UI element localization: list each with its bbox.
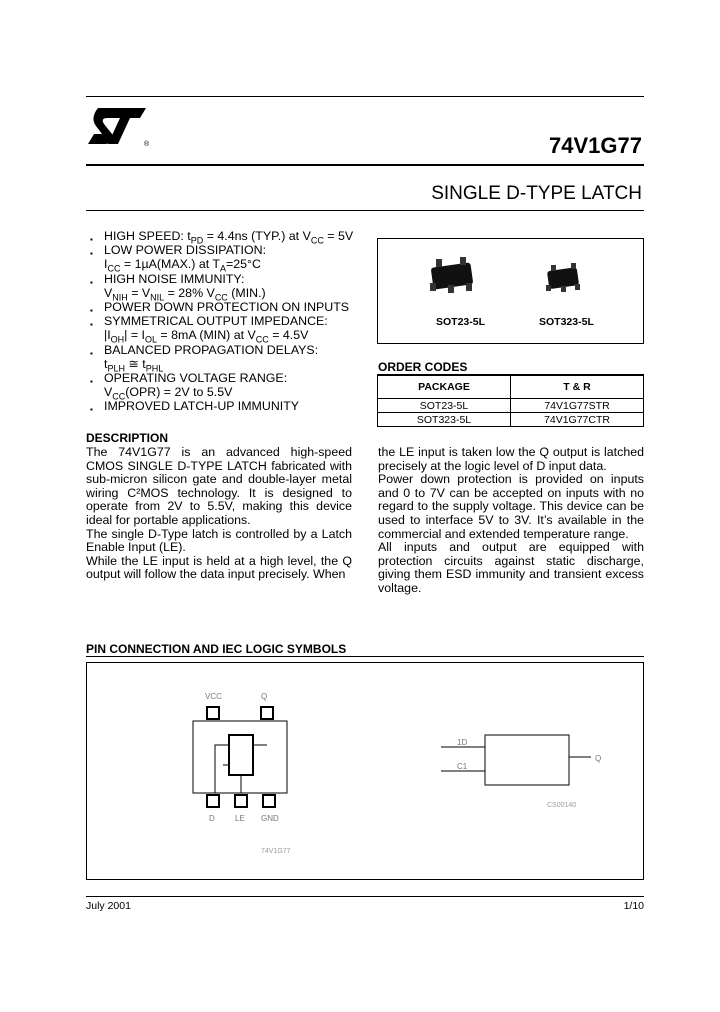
table-row <box>378 413 644 427</box>
bullet-icon: ▪ <box>90 377 93 387</box>
feature-subscript: PD <box>190 235 204 246</box>
package-label-sot323: SOT323-5L <box>539 316 594 328</box>
feature-text: |I <box>104 328 111 343</box>
footer-rule <box>86 896 644 897</box>
svg-text:®: ® <box>144 141 150 148</box>
package-label-sot23: SOT23-5L <box>436 316 486 328</box>
pin-section-rule <box>86 656 644 657</box>
feature-item <box>90 271 364 287</box>
feature-item <box>90 399 364 415</box>
feature-text: IMPROVED LATCH-UP IMMUNITY <box>104 399 300 414</box>
feature-text: I <box>104 257 108 272</box>
feature-text: ≅ t <box>124 356 146 371</box>
feature-item <box>90 342 364 358</box>
description-paragraph: All inputs and output are equipped with protection circuits against static discharge, giving them ESD immunity and transient excess voltage. <box>378 540 644 595</box>
feature-text: V <box>104 385 113 400</box>
description-title: DESCRIPTION <box>86 431 169 445</box>
iec-logic-symbol <box>433 727 613 823</box>
feature-subscript: OH <box>110 334 125 345</box>
feature-text: = 5V <box>323 229 354 243</box>
feature-text: SYMMETRICAL OUTPUT IMPEDANCE: <box>104 314 328 329</box>
table-row <box>378 399 644 413</box>
feature-subscript: CC <box>112 391 126 402</box>
feature-subscript: OL <box>144 334 157 345</box>
description-paragraph: The 74V1G77 is an advanced high-speed CMOS SINGLE D-TYPE LATCH fabricated with sub-micron silicon gate and double-layer metal wiring C²MOS technology. It is designed to operate from 2V to 5.5V, making this device ideal for portable applications. <box>86 445 352 527</box>
feature-text: V <box>104 285 113 300</box>
feature-text: | = I <box>124 328 145 343</box>
pin-caption: 74V1G77 <box>261 848 291 855</box>
feature-item <box>104 356 364 374</box>
pin-label-vcc: VCC <box>205 692 222 701</box>
feature-subscript: NIL <box>150 292 165 303</box>
iec-caption: CS00140 <box>547 802 577 809</box>
feature-text: (OPR) = 2V to 5.5V <box>125 385 233 400</box>
description-paragraph: The single D-Type latch is controlled by a Latch Enable Input (LE). <box>86 526 352 555</box>
part-number: 74V1G77 <box>549 133 642 158</box>
bullet-icon: ▪ <box>90 249 93 259</box>
feature-item <box>104 257 364 274</box>
bullet-icon: ▪ <box>90 235 93 244</box>
pin-label-d: D <box>209 814 215 823</box>
feature-subscript: PHL <box>145 363 164 374</box>
subtitle-rule <box>86 210 644 211</box>
feature-subscript: PLH <box>107 363 125 374</box>
feature-item <box>104 385 364 402</box>
feature-item <box>90 300 364 316</box>
footer-date: July 2001 <box>86 900 131 912</box>
sot323-package-image <box>542 263 586 295</box>
order-codes-table <box>377 375 644 427</box>
feature-subscript: CC <box>214 292 228 303</box>
feature-item <box>104 328 364 345</box>
feature-item <box>90 243 364 259</box>
bullet-icon: ▪ <box>90 320 93 330</box>
feature-text: = 1µA(MAX.) at T <box>120 257 220 272</box>
order-header-tr: T & R <box>511 376 644 399</box>
description-paragraph: Power down protection is provided on inputs and 0 to 7V can be accepted on inputs with no regard to the supply voltage. This device can be used to interface 5V to 3V. It’s available in the commercial and extended temperature range. <box>378 472 644 541</box>
order-cell: SOT23-5L <box>378 399 511 413</box>
feature-text: =25°C <box>226 257 261 272</box>
feature-text: BALANCED PROPAGATION DELAYS: <box>104 342 319 357</box>
description-right <box>378 446 644 596</box>
page-subtitle: SINGLE D-TYPE LATCH <box>431 183 642 204</box>
feature-text: HIGH SPEED: t <box>104 229 191 243</box>
feature-item <box>90 314 364 330</box>
pin-diagram-box <box>86 662 644 880</box>
feature-subscript: NIH <box>112 292 128 303</box>
bullet-icon: ▪ <box>90 306 93 316</box>
order-cell: 74V1G77CTR <box>511 413 644 427</box>
pin-section-title: PIN CONNECTION AND IEC LOGIC SYMBOLS <box>86 642 347 656</box>
footer-page-number: 1/10 <box>623 900 644 912</box>
feature-text: HIGH NOISE IMMUNITY: <box>104 271 245 286</box>
feature-subscript: CC <box>107 263 121 274</box>
feature-text: = 28% V <box>164 285 215 300</box>
bullet-icon: ▪ <box>90 405 93 415</box>
feature-item <box>90 229 364 246</box>
feature-text: = 8mA (MIN) at V <box>156 328 256 343</box>
feature-text: t <box>104 356 108 371</box>
pin-label-le: LE <box>235 814 245 823</box>
feature-item <box>90 371 364 387</box>
pin-label-gnd: GND <box>261 814 279 823</box>
description-paragraph: the LE input is taken low the Q output is latched precisely at the logic level of D input data. <box>378 445 644 473</box>
bullet-icon: ▪ <box>90 348 93 358</box>
pin-label-q: Q <box>261 692 268 701</box>
top-rule <box>86 96 644 97</box>
package-box <box>377 238 644 344</box>
feature-text: POWER DOWN PROTECTION ON INPUTS <box>104 300 350 315</box>
pin-connection-diagram <box>183 685 323 855</box>
feature-text: = 4.4ns (TYP.) at V <box>203 229 311 243</box>
iec-input-c1: C1 <box>457 762 468 771</box>
header-rule <box>86 164 644 166</box>
feature-list <box>90 229 364 415</box>
order-header-package: PACKAGE <box>378 376 511 399</box>
feature-subscript: CC <box>310 235 324 246</box>
feature-subscript: A <box>219 263 226 274</box>
order-codes-title: ORDER CODES <box>378 360 468 374</box>
order-cell: SOT323-5L <box>378 413 511 427</box>
feature-text: LOW POWER DISSIPATION: <box>104 243 267 258</box>
feature-text: = 4.5V <box>268 328 309 343</box>
description-left <box>86 446 352 582</box>
description-paragraph: While the LE input is held at a high level, the Q output will follow the data input precisely. When <box>86 553 352 582</box>
feature-subscript: CC <box>255 334 269 345</box>
st-logo <box>86 106 154 148</box>
iec-output-q: Q <box>595 754 602 763</box>
bullet-icon: ▪ <box>90 277 93 287</box>
feature-item <box>104 285 364 303</box>
feature-text: = V <box>127 285 151 300</box>
feature-text: (MIN.) <box>227 285 266 300</box>
iec-input-1d: 1D <box>457 738 468 747</box>
feature-text: OPERATING VOLTAGE RANGE: <box>104 371 288 386</box>
sot23-package-image <box>424 257 480 297</box>
order-cell: 74V1G77STR <box>511 399 644 413</box>
